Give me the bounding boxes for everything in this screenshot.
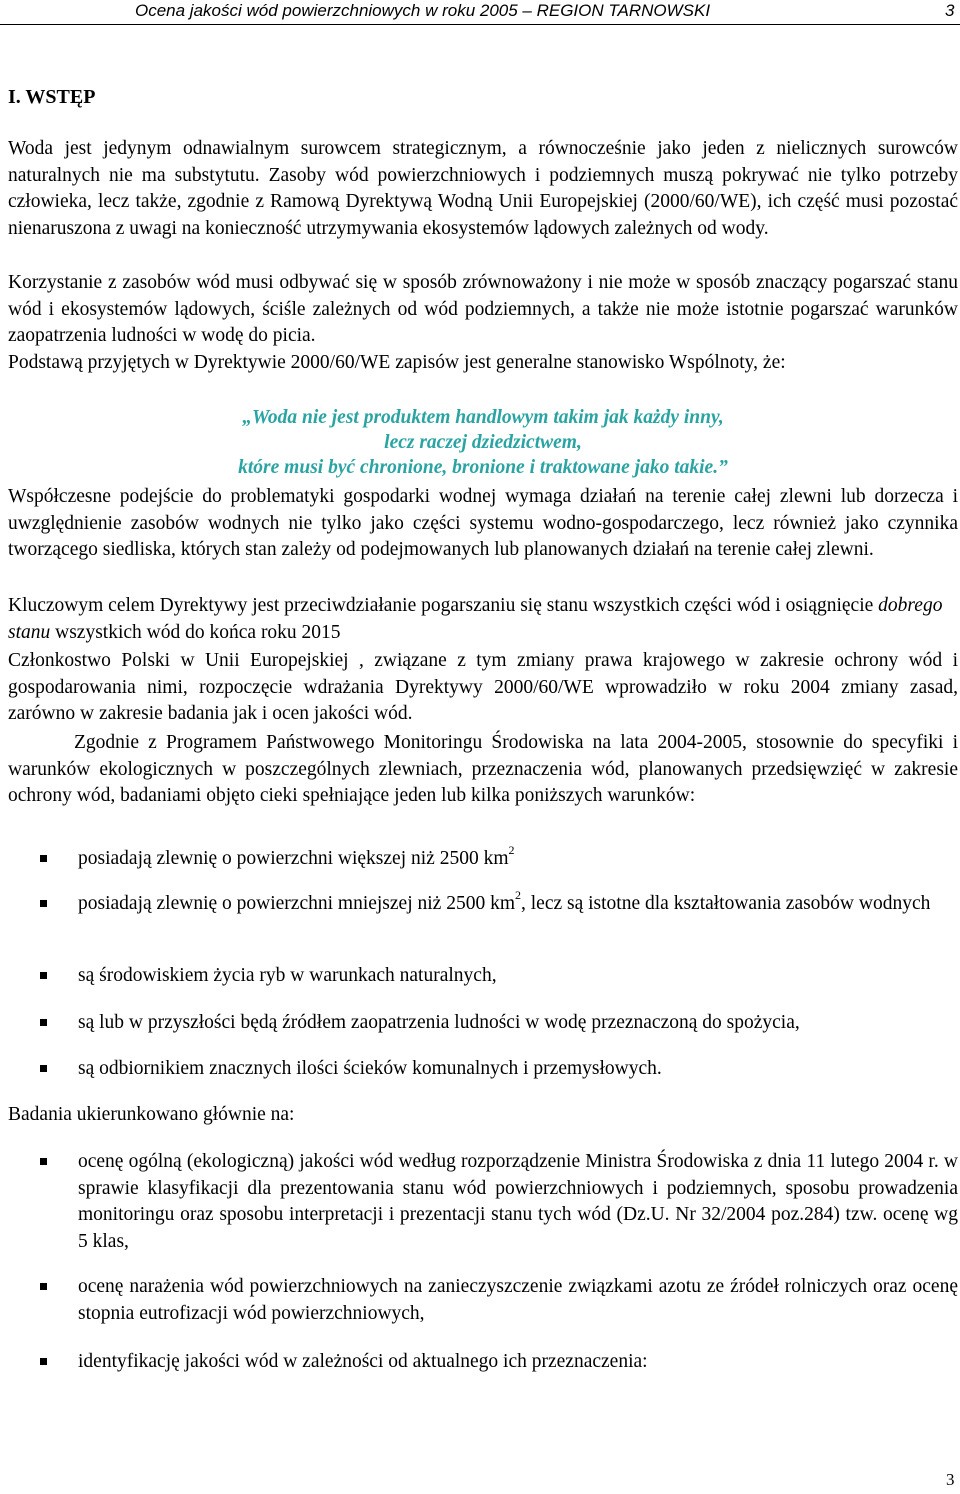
section-heading: I. WSTĘP — [8, 86, 96, 108]
condition-2-text-a: posiadają zlewnię o powierzchni mniejszej niż 2500 km — [78, 893, 515, 914]
square-bullet-icon — [40, 1019, 47, 1026]
condition-text — [78, 887, 958, 918]
condition-4-text: są lub w przyszłości będą źródłem zaopatrzenia ludności w wodę przeznaczoną do spożycia, — [78, 1012, 800, 1033]
goal-emphasis: dobrego stanu — [8, 595, 943, 643]
paragraph-program — [8, 730, 958, 810]
paragraph-goal — [8, 593, 958, 646]
program-text: Zgodnie z Programem Państwowego Monitoringu Środowiska na lata 2004-2005, stosownie do specyfiki i warunków ekologicznych w poszczególnych zlewniach, przeznaczenia wód, planowanych przedsięwzięć w zakresie ochrony wód, badaniami objęto cieki spełniające jeden lub kilka poniższych warunków: — [8, 732, 958, 806]
quote-line-2: lecz raczej dziedzictwem, — [384, 432, 582, 453]
paragraph-intro: Woda jest jedynym odnawialnym surowcem strategicznym, a równocześnie jako jeden z nielicznych surowców naturalnych nie ma substytutu. Zasoby wód powierzchniowych i podziemnych muszą pokrywać nie tylko potrzeby człowieka, lecz także, zgodnie z Ramową Dyrektywą Wodną Unii Europejskiej (2000/60/WE), ich część musi pozostać nienaruszona z uwagi na konieczność utrzymywania ekosystemów lądowych zależnych od wody. — [8, 138, 958, 239]
square-bullet-icon — [40, 1158, 47, 1165]
paragraph-focus: Badania ukierunkowano głównie na: — [8, 1104, 295, 1125]
goal-text-a: Kluczowym celem Dyrektywy jest przeciwdziałanie pogarszaniu się stanu wszystkich części wód i osiągnięcie — [8, 595, 879, 616]
quote-line-3: które musi być chronione, bronione i traktowane jako takie.” — [238, 457, 728, 478]
condition-5-text: są odbiornikiem znacznych ilości ścieków komunalnych i przemysłowych. — [78, 1058, 662, 1079]
square-bullet-icon — [40, 972, 47, 979]
square-bullet-icon — [40, 900, 47, 907]
footer-page-number: 3 — [946, 1470, 955, 1489]
focus-2-text: ocenę narażenia wód powierzchniowych na zanieczyszczenie związkami azotu ze źródeł rolniczych oraz ocenę stopnia eutrofizacji wód powierzchniowych, — [78, 1276, 958, 1324]
directive-quote — [8, 405, 958, 480]
focus-1-text: ocenę ogólną (ekologiczną) jakości wód według rozporządzenie Ministra Środowiska z dnia 11 lutego 2004 r. w sprawie klasyfikacji dla prezentowania stanu wód powierzchniowych i podziemnych, sposobu prowadzenia monitoringu oraz sposobu interpretacji i prezentacji stanu tych wód (Dz.U. Nr 32/2004 poz.284) tzw. ocenę wg 5 klas, — [78, 1151, 958, 1252]
paragraph-usage: Korzystanie z zasobów wód musi odbywać się w sposób zrównoważony i nie może w sposób znaczący pogarszać stanu wód i ekosystemów lądowych, ściśle zależnych od wód podziemnych, a także nie może istotnie pogarszać warunków zaopatrzenia ludności w wodę do picia. — [8, 272, 958, 346]
goal-text-b: wszystkich wód do końca roku 2015 — [50, 621, 341, 643]
square-bullet-icon — [40, 1065, 47, 1072]
superscript: 2 — [508, 842, 515, 857]
condition-text — [78, 842, 958, 873]
quote-line-1: „Woda nie jest produktem handlowym takim jak każdy inny, — [242, 407, 724, 428]
paragraph-basis: Podstawą przyjętych w Dyrektywie 2000/60/WE zapisów jest generalne stanowisko Wspólnoty, że: — [8, 352, 786, 373]
square-bullet-icon — [40, 1283, 47, 1290]
running-header — [0, 0, 960, 25]
header-page-number: 3 — [945, 1, 955, 20]
paragraph-membership: Członkostwo Polski w Unii Europejskiej , związane z tym zmiany prawa krajowego w zakresie ochrony wód i gospodarowania nimi, rozpoczęcie wdrażania Dyrektywy 2000/60/WE wprowadziło w roku 2004 zmiany zasad, zarówno w zakresie badania jak i ocen jakości wód. — [8, 650, 958, 724]
paragraph-approach: Współczesne podejście do problematyki gospodarki wodnej wymaga działań na terenie całej zlewni lub dorzecza i uwzględnienie zasobów wodnych nie tylko jako części systemu wodno-gospodarczego, lecz również jako czynnika tworzącego siedliska, których stan zależy od podejmowanych lub planowanych działań na terenie całej zlewni. — [8, 486, 958, 560]
focus-3-text: identyfikację jakości wód w zależności od aktualnego ich przeznaczenia: — [78, 1351, 648, 1372]
condition-3-text: są środowiskiem życia ryb w warunkach naturalnych, — [78, 965, 497, 986]
superscript: 2 — [515, 887, 521, 902]
header-title: Ocena jakości wód powierzchniowych w roku 2005 – REGION TARNOWSKI — [135, 1, 711, 20]
square-bullet-icon — [40, 855, 47, 862]
condition-1-text: posiadają zlewnię o powierzchni większej niż 2500 km — [78, 848, 509, 869]
condition-2-text-b: , lecz są istotne dla kształtowania zasobów wodnych — [521, 893, 931, 914]
square-bullet-icon — [40, 1358, 47, 1365]
